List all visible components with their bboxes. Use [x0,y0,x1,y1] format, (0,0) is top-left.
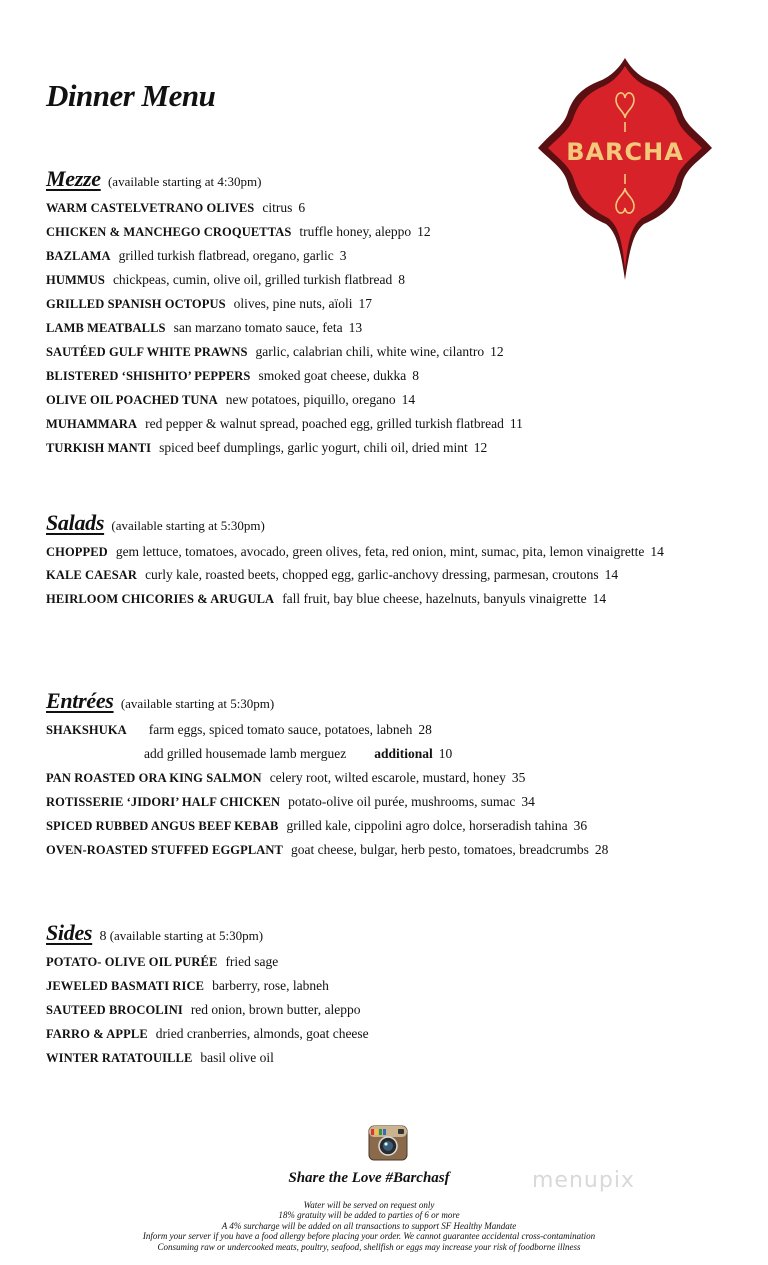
section-note: (available starting at 5:30pm) [120,696,275,711]
item-desc: celery root, wilted escarole, mustard, honey [269,770,506,785]
item-name: SAUTEED BROCOLINI [46,1003,183,1017]
addon-price: 10 [438,746,453,761]
item-price: 8 [398,272,405,287]
menu-item [46,344,728,368]
menu-item [46,440,728,464]
menu-item [46,248,728,272]
section-title: Salads [46,510,105,535]
item-name: CHOPPED [46,545,108,559]
fine-print-line: Inform your server if you have a food allergy before placing your order. We cannot guarantee accidental cross-contamination [142,1231,596,1242]
item-price: 34 [521,794,535,809]
section-title: Entrées [46,688,114,713]
item-desc: red onion, brown butter, aleppo [190,1002,361,1017]
fine-print-line: A 4% surcharge will be added on all transactions to support SF Healthy Mandate [221,1220,517,1231]
item-name: HUMMUS [46,273,105,287]
menu-item [46,591,728,615]
menu-item [46,416,728,440]
item-name: ROTISSERIE ‘JIDORI’ HALF CHICKEN [46,795,281,809]
item-desc: grilled kale, cippolini agro dolce, horseradish tahina [286,818,568,833]
item-name: SAUTÉED GULF WHITE PRAWNS [46,345,248,359]
menu-item [46,392,728,416]
fine-print-line: Water will be served on request only [303,1200,435,1210]
fine-print-line: 18% gratuity will be added to parties of 6 or more [278,1210,460,1221]
menu-item [46,224,728,248]
item-price: 36 [573,818,588,833]
section-entrees [46,688,728,866]
item-price: 3 [339,248,347,263]
page-title: Dinner Menu [46,78,216,113]
item-name: TURKISH MANTI [46,441,152,455]
item-price: 28 [594,842,609,857]
item-name: WARM CASTELVETRANO OLIVES [46,201,255,215]
menu-item-addon [46,746,728,770]
item-price: 11 [509,416,523,431]
item-price: 28 [418,722,432,737]
section-note: (available starting at 5:30pm) [109,928,264,943]
menu-item [46,200,728,224]
item-desc: citrus [262,200,293,215]
item-desc: basil olive oil [200,1050,274,1065]
item-desc: new potatoes, piquillo, oregano [225,392,396,407]
fine-print-line: Consuming raw or undercooked meats, poultry, seafood, shellfish or eggs may increase your risk of foodborne illness [157,1241,581,1252]
menu-item [46,544,666,560]
section-price: 8 [99,929,107,944]
menu-item [46,722,728,746]
fine-print [0,1200,768,1252]
item-name: WINTER RATATOUILLE [46,1051,193,1065]
item-price: 13 [348,320,363,335]
item-desc: farm eggs, spiced tomato sauce, potatoes, labneh [148,722,413,737]
menu-item [46,1002,728,1026]
item-name: POTATO- OLIVE OIL PURÉE [46,955,218,969]
menu-item [46,1026,728,1050]
item-desc: truffle honey, aleppo [299,224,412,239]
section-note: (available starting at 5:30pm) [111,518,265,533]
item-price: 8 [412,368,419,383]
item-price: 17 [358,296,373,311]
svg-text:BARCHA: BARCHA [566,138,684,166]
item-price: 12 [490,344,504,359]
share-tagline: Share the Love #Barchasf [288,1170,450,1186]
section-salads [46,510,728,615]
item-price: 14 [592,591,607,606]
item-name: PAN ROASTED ORA KING SALMON [46,771,262,785]
item-desc: san marzano tomato sauce, feta [173,320,343,335]
menu-item [46,296,728,320]
item-desc: smoked goat cheese, dukka [258,368,407,383]
item-desc: olives, pine nuts, aïoli [233,296,353,311]
menu-item [46,954,728,978]
item-name: MUHAMMARA [46,417,138,431]
menu-item [46,320,728,344]
watermark: menupix [532,1168,635,1193]
item-name: HEIRLOOM CHICORIES & ARUGULA [46,592,275,606]
item-name: GRILLED SPANISH OCTOPUS [46,297,226,311]
section-title: Mezze [46,166,101,191]
addon-desc: add grilled housemade lamb merguez [144,746,347,761]
item-name: JEWELED BASMATI RICE [46,979,205,993]
item-name: BAZLAMA [46,249,111,263]
menu-item [46,368,728,392]
instagram-icon[interactable] [368,1125,408,1161]
item-desc: fall fruit, bay blue cheese, hazelnuts, banyuls vinaigrette [282,591,587,606]
item-desc: fried sage [225,954,279,969]
item-desc: spiced beef dumplings, garlic yogurt, chili oil, dried mint [159,440,468,455]
item-desc: potato-olive oil purée, mushrooms, sumac [288,794,516,809]
menu-item [46,818,728,842]
item-price: 35 [511,770,526,785]
menu-item [46,842,728,866]
item-desc: goat cheese, bulgar, herb pesto, tomatoes, breadcrumbs [290,842,589,857]
item-price: 12 [417,224,431,239]
menu-item [46,272,728,296]
menu-item [46,978,728,1002]
item-price: 12 [473,440,488,455]
item-name: SPICED RUBBED ANGUS BEEF KEBAB [46,819,279,833]
item-name: OLIVE OIL POACHED TUNA [46,393,218,407]
item-price: 14 [401,392,416,407]
addon-label: additional [374,746,433,761]
section-note: (available starting at 4:30pm) [107,174,262,189]
item-price: 14 [604,567,619,582]
menu-item [46,1050,728,1074]
item-desc: chickpeas, cumin, olive oil, grilled turkish flatbread [112,272,393,287]
item-name: CHICKEN & MANCHEGO CROQUETTAS [46,225,292,239]
item-desc: red pepper & walnut spread, poached egg, grilled turkish flatbread [145,416,504,431]
section-title: Sides [46,920,93,945]
item-name: FARRO & APPLE [46,1027,148,1041]
item-name: OVEN-ROASTED STUFFED EGGPLANT [46,843,283,857]
item-name: KALE CAESAR [46,568,138,582]
item-desc: dried cranberries, almonds, goat cheese [155,1026,369,1041]
item-desc: grilled turkish flatbread, oregano, garlic [118,248,334,263]
item-price: 14 [650,544,664,559]
menu-item [46,770,728,794]
item-name: BLISTERED ‘SHISHITO’ PEPPERS [46,369,251,383]
item-desc: curly kale, roasted beets, chopped egg, garlic-anchovy dressing, parmesan, croutons [145,567,599,582]
item-desc: barberry, rose, labneh [212,978,329,993]
menu-item [46,567,728,591]
item-desc: gem lettuce, tomatoes, avocado, green olives, feta, red onion, mint, sumac, pita, lemon vinaigrette [115,544,645,559]
item-price: 6 [298,200,306,215]
section-mezze [46,166,728,464]
section-sides [46,920,728,1074]
menu-item [46,794,728,818]
item-name: LAMB MEATBALLS [46,321,166,335]
item-desc: garlic, calabrian chili, white wine, cilantro [255,344,485,359]
item-name: SHAKSHUKA [46,723,127,737]
